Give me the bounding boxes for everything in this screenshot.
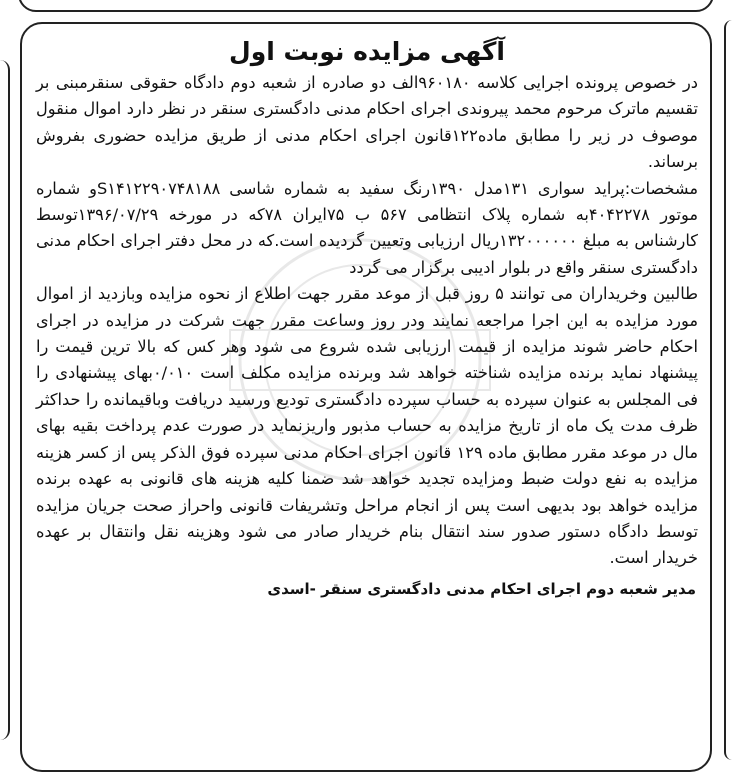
ad-title: آگهی مزایده نوبت اول xyxy=(229,37,505,66)
left-border-edge xyxy=(0,60,10,740)
ad-paragraph-terms: طالبین وخریداران می توانند ۵ روز قبل از موعد مقرر جهت اطلاع از نحوه مزایده وبازدید از اموال مورد مزایده به این اجرا مراجعه نمایند ودر روز وساعت مقرر جهت شرکت در مزایده در اجرای احکام حاضر شوند مزایده از قیمت ارزیابی شده شروع می شود وهر کس که بالا ترین قیمت را پیشنهاد نماید برنده مزایده شناخته خواهد شد وبرنده مزایده مکلف است ۰/۰۱۰بهای پیشنهادی را فی المجلس به عنوان سپرده به حساب سپرده دادگستری تودیع ورسید دریافت وباقیمانده را حداکثر ظرف مدت یک ماه از تاریخ مزایده به حساب مذبور واریزنماید در صورت عدم پرداخت بقیه بهای مال در موعد مقرر مطابق ماده ۱۲۹ قانون اجرای احکام مدنی سپرده فوق الذکر پس از کسر هزینه مزایده به نفع دولت ضبط ومزایده تجدید خواهد شد ضمنا کلیه هزینه های قانونی به عهده برنده مزایده خواهد بود بدیهی است پس از انجام مراحل وتشریفات قانونی واحراز صحت جریان مزایده توسط دادگاه دستور صدور سند انتقال بنام خریدار صادر می شود وهزینه نقل وانتقال بر عهده خریدار است. xyxy=(36,284,699,568)
ad-body xyxy=(28,70,706,572)
ad-content xyxy=(28,30,706,760)
previous-ad-frame xyxy=(18,0,714,12)
ad-signature: مدیر شعبه دوم اجرای احکام مدنی دادگستری سنقر -اسدی xyxy=(267,579,696,598)
ad-paragraph-intro: در خصوص پرونده اجرایی کلاسه ۹۶۰۱۸۰الف دو صادره از شعبه دوم دادگاه حقوقی سنقرمبنی بر تقسیم ماترک مرحوم محمد پیروندی اجرای احکام مدنی دادگستری سنقر در نظر دارد اموال منقول موصوف در زیر را مطابق ماده۱۲۲قانون اجرای احکام مدنی از طریق مزایده حضوری بفروش برساند. xyxy=(36,73,698,172)
ad-paragraph-specs: مشخصات:پراید سواری ۱۳۱مدل ۱۳۹۰رنگ سفید به شماره شاسی S۱۴۱۲۲۹۰۷۴۸۱۸۸و شماره موتور ۴۰۴۲۲۷۸به شماره پلاک انتظامی ۵۶۷ ب ۷۵ایران ۷۸که در مورخه ۱۳۹۶/۰۷/۲۹توسط کارشناس به مبلغ ۱۳۲۰۰۰۰۰۰ریال ارزیابی وتعیین گردیده است.که در محل دفتر اجرای احکام مدنی دادگستری سنقر واقع در بلوار ادیبی برگزار می گردد xyxy=(36,178,699,277)
right-border-edge xyxy=(724,20,732,760)
